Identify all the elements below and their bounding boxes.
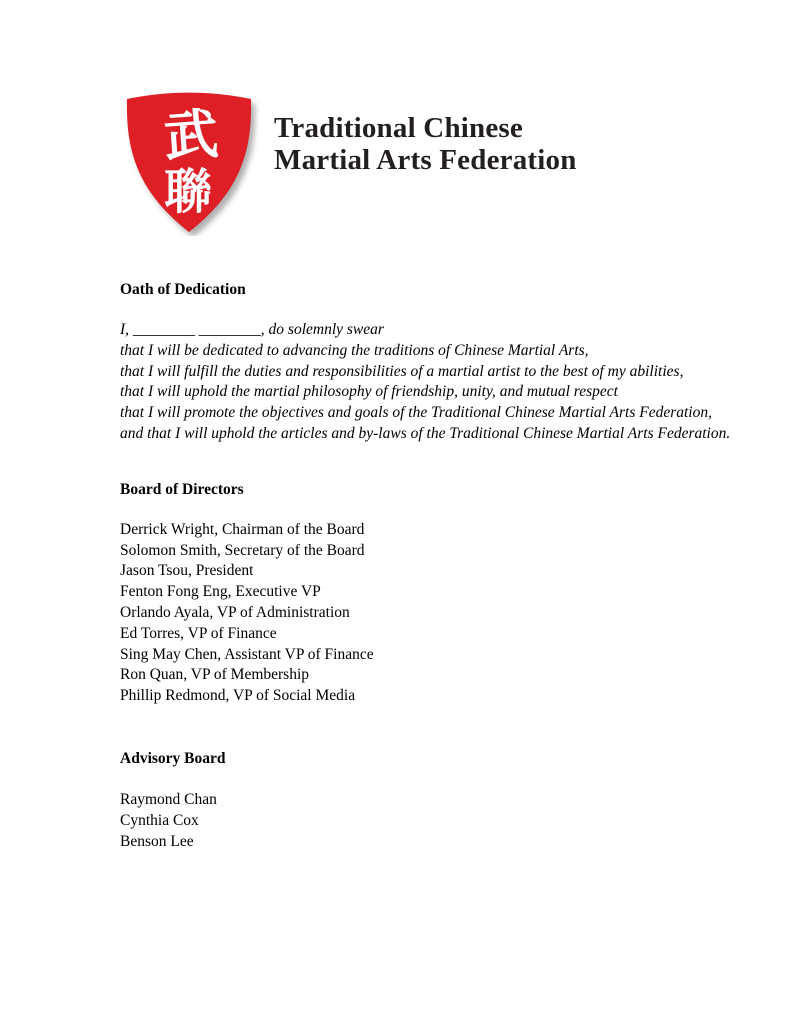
board-of-directors-heading: Board of Directors <box>120 480 244 498</box>
oath-line: and that I will uphold the articles and by-laws of the Traditional Chinese Martial Arts Federation. <box>120 424 731 442</box>
organization-title-line2: Martial Arts Federation <box>274 144 577 176</box>
oath-line: that I will be dedicated to advancing the traditions of Chinese Martial Arts, <box>120 341 589 359</box>
board-member: Orlando Ayala, VP of Administration <box>120 603 350 621</box>
organization-title-line1: Traditional Chinese <box>274 112 523 144</box>
advisory-board-list <box>120 790 741 852</box>
oath-line: I, ________ ________, do solemnly swear <box>120 321 384 338</box>
logo-character-wu: 武 <box>161 102 221 169</box>
advisory-member: Cynthia Cox <box>120 811 199 829</box>
letterhead <box>0 0 791 236</box>
oath-line: that I will fulfill the duties and responsibilities of a martial artist to the best of my abilities, <box>120 362 684 380</box>
oath-text <box>120 320 741 445</box>
board-of-directors-list <box>120 520 741 707</box>
board-member: Derrick Wright, Chairman of the Board <box>120 520 365 538</box>
advisory-member: Benson Lee <box>120 832 194 850</box>
board-member: Solomon Smith, Secretary of the Board <box>120 541 365 559</box>
organization-title <box>274 112 577 176</box>
logo-character-lian: 聯 <box>163 164 213 220</box>
advisory-board-heading: Advisory Board <box>120 749 226 767</box>
board-member: Ed Torres, VP of Finance <box>120 624 277 642</box>
board-member: Sing May Chen, Assistant VP of Finance <box>120 645 374 663</box>
oath-line: that I will uphold the martial philosophy of friendship, unity, and mutual respect <box>120 383 618 401</box>
document-body <box>0 279 791 852</box>
oath-heading: Oath of Dedication <box>120 281 246 298</box>
shield-logo-icon <box>118 86 260 236</box>
federation-logo <box>118 86 260 236</box>
board-member: Phillip Redmond, VP of Social Media <box>120 687 356 705</box>
board-member: Ron Quan, VP of Membership <box>120 666 310 684</box>
advisory-member: Raymond Chan <box>120 790 217 808</box>
board-member: Jason Tsou, President <box>120 562 254 580</box>
board-member: Fenton Fong Eng, Executive VP <box>120 583 321 601</box>
oath-line: that I will promote the objectives and goals of the Traditional Chinese Martial Arts Federation, <box>120 404 712 422</box>
